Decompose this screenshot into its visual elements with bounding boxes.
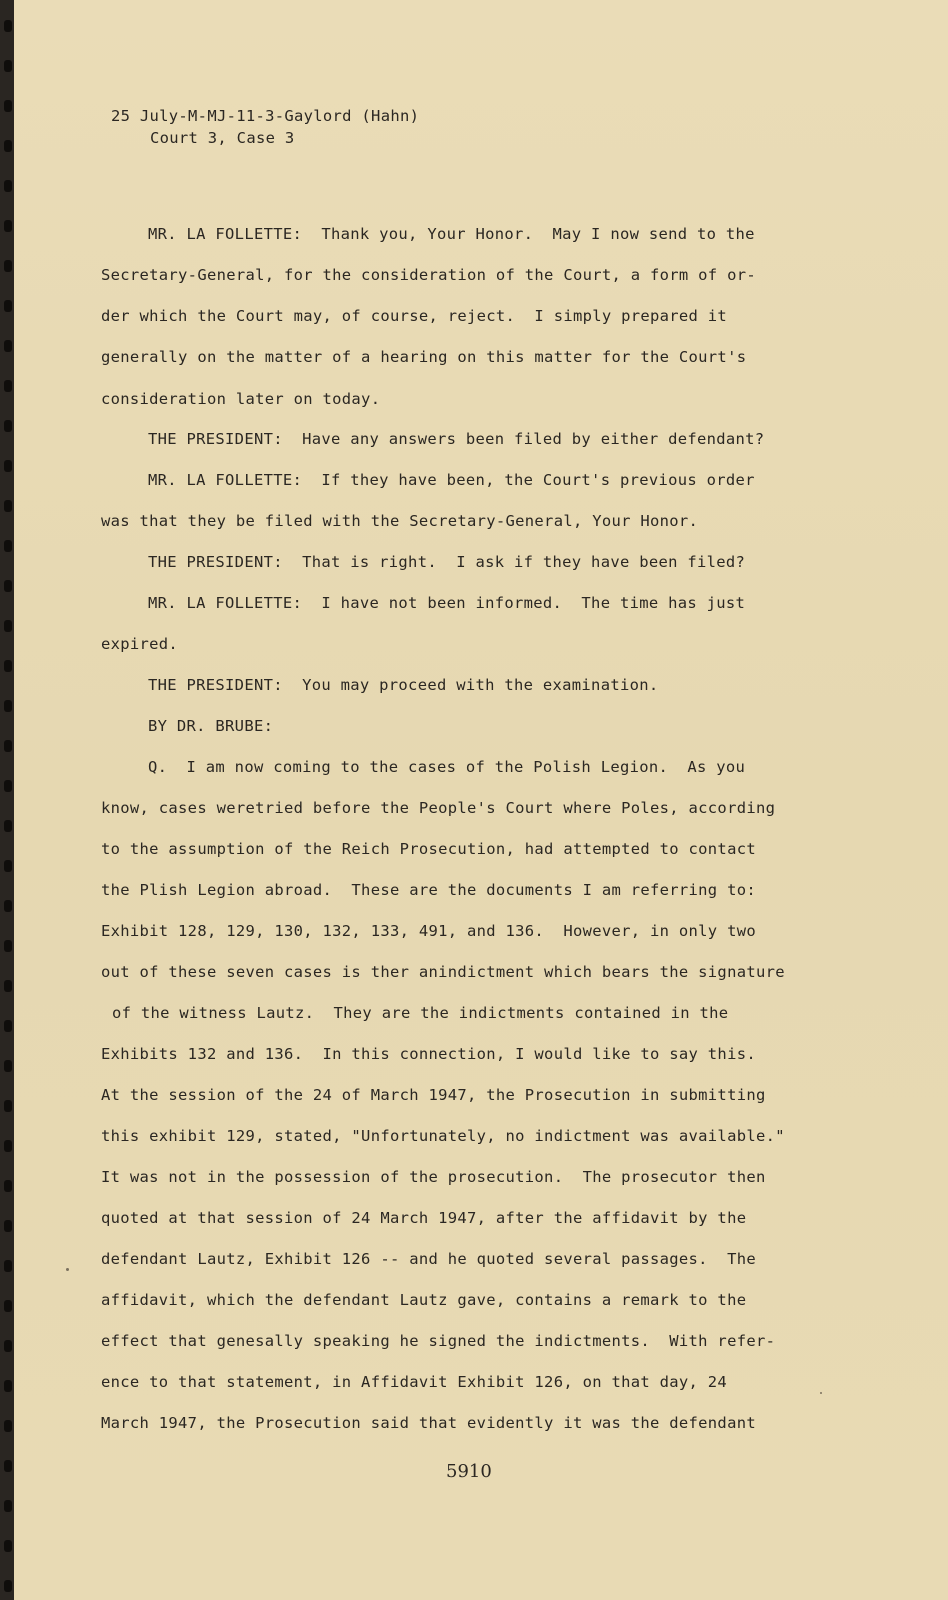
- body-line: THE PRESIDENT: You may proceed with the examination.: [148, 676, 659, 694]
- body-line: consideration later on today.: [101, 390, 381, 408]
- binding-hole: [4, 1500, 12, 1512]
- binding-hole: [4, 180, 12, 192]
- binding-hole: [4, 260, 12, 272]
- binding-hole: [4, 1100, 12, 1112]
- binding-hole: [4, 1460, 12, 1472]
- body-line: Exhibits 132 and 136. In this connection, I would like to say this.: [101, 1045, 756, 1063]
- binding-hole: [4, 500, 12, 512]
- body-line: the Plish Legion abroad. These are the documents I am referring to:: [101, 881, 756, 899]
- body-line: THE PRESIDENT: Have any answers been filed by either defendant?: [148, 430, 765, 448]
- body-line: was that they be filed with the Secretary-General, Your Honor.: [101, 512, 699, 530]
- body-line: out of these seven cases is ther anindictment which bears the signature: [101, 963, 785, 981]
- binding-hole: [4, 380, 12, 392]
- binding-hole: [4, 1420, 12, 1432]
- binding-hole: [4, 900, 12, 912]
- body-line: THE PRESIDENT: That is right. I ask if they have been filed?: [148, 553, 746, 571]
- header-line-2: Court 3, Case 3: [150, 129, 295, 147]
- body-line: der which the Court may, of course, reject. I simply prepared it: [101, 307, 728, 325]
- body-line: Exhibit 128, 129, 130, 132, 133, 491, and 136. However, in only two: [101, 922, 756, 940]
- binding-hole: [4, 1300, 12, 1312]
- binding-edge: [0, 0, 14, 1600]
- body-line: It was not in the possession of the prosecution. The prosecutor then: [101, 1168, 766, 1186]
- paper-speck: [820, 1392, 822, 1394]
- body-line: generally on the matter of a hearing on this matter for the Court's: [101, 348, 747, 366]
- binding-hole: [4, 460, 12, 472]
- binding-hole: [4, 60, 12, 72]
- binding-hole: [4, 1340, 12, 1352]
- body-line: MR. LA FOLLETTE: I have not been informed. The time has just: [148, 594, 746, 612]
- body-line: BY DR. BRUBE:: [148, 717, 274, 735]
- binding-hole: [4, 940, 12, 952]
- binding-hole: [4, 740, 12, 752]
- binding-hole: [4, 220, 12, 232]
- binding-hole: [4, 1220, 12, 1232]
- binding-hole: [4, 540, 12, 552]
- binding-hole: [4, 780, 12, 792]
- binding-hole: [4, 300, 12, 312]
- body-line: MR. LA FOLLETTE: Thank you, Your Honor. May I now send to the: [148, 225, 755, 243]
- body-line: ence to that statement, in Affidavit Exhibit 126, on that day, 24: [101, 1373, 728, 1391]
- binding-hole: [4, 1140, 12, 1152]
- body-line: March 1947, the Prosecution said that evidently it was the defendant: [101, 1414, 756, 1432]
- binding-hole: [4, 340, 12, 352]
- body-line: affidavit, which the defendant Lautz gave, contains a remark to the: [101, 1291, 747, 1309]
- binding-hole: [4, 420, 12, 432]
- binding-hole: [4, 980, 12, 992]
- body-line: effect that genesally speaking he signed the indictments. With refer-: [101, 1332, 776, 1350]
- binding-hole: [4, 140, 12, 152]
- body-line: Q. I am now coming to the cases of the Polish Legion. As you: [148, 758, 746, 776]
- page-number: 5910: [446, 1461, 492, 1482]
- body-line: MR. LA FOLLETTE: If they have been, the Court's previous order: [148, 471, 755, 489]
- body-line: quoted at that session of 24 March 1947, after the affidavit by the: [101, 1209, 747, 1227]
- body-line: this exhibit 129, stated, "Unfortunately, no indictment was available.": [101, 1127, 785, 1145]
- body-line: At the session of the 24 of March 1947, the Prosecution in submitting: [101, 1086, 766, 1104]
- binding-hole: [4, 1260, 12, 1272]
- binding-hole: [4, 1060, 12, 1072]
- binding-hole: [4, 1180, 12, 1192]
- binding-hole: [4, 1020, 12, 1032]
- binding-hole: [4, 20, 12, 32]
- binding-hole: [4, 1540, 12, 1552]
- paper-speck: [66, 1268, 69, 1271]
- binding-hole: [4, 580, 12, 592]
- binding-hole: [4, 860, 12, 872]
- body-line: of the witness Lautz. They are the indictments contained in the: [112, 1004, 729, 1022]
- binding-hole: [4, 100, 12, 112]
- binding-hole: [4, 1580, 12, 1592]
- binding-hole: [4, 620, 12, 632]
- body-line: expired.: [101, 635, 179, 653]
- header-line-1: 25 July-M-MJ-11-3-Gaylord (Hahn): [111, 107, 420, 125]
- binding-hole: [4, 660, 12, 672]
- binding-hole: [4, 820, 12, 832]
- binding-hole: [4, 1380, 12, 1392]
- body-line: know, cases weretried before the People's Court where Poles, according: [101, 799, 776, 817]
- body-line: to the assumption of the Reich Prosecution, had attempted to contact: [101, 840, 756, 858]
- body-line: defendant Lautz, Exhibit 126 -- and he quoted several passages. The: [101, 1250, 756, 1268]
- body-line: Secretary-General, for the consideration of the Court, a form of or-: [101, 266, 756, 284]
- binding-hole: [4, 700, 12, 712]
